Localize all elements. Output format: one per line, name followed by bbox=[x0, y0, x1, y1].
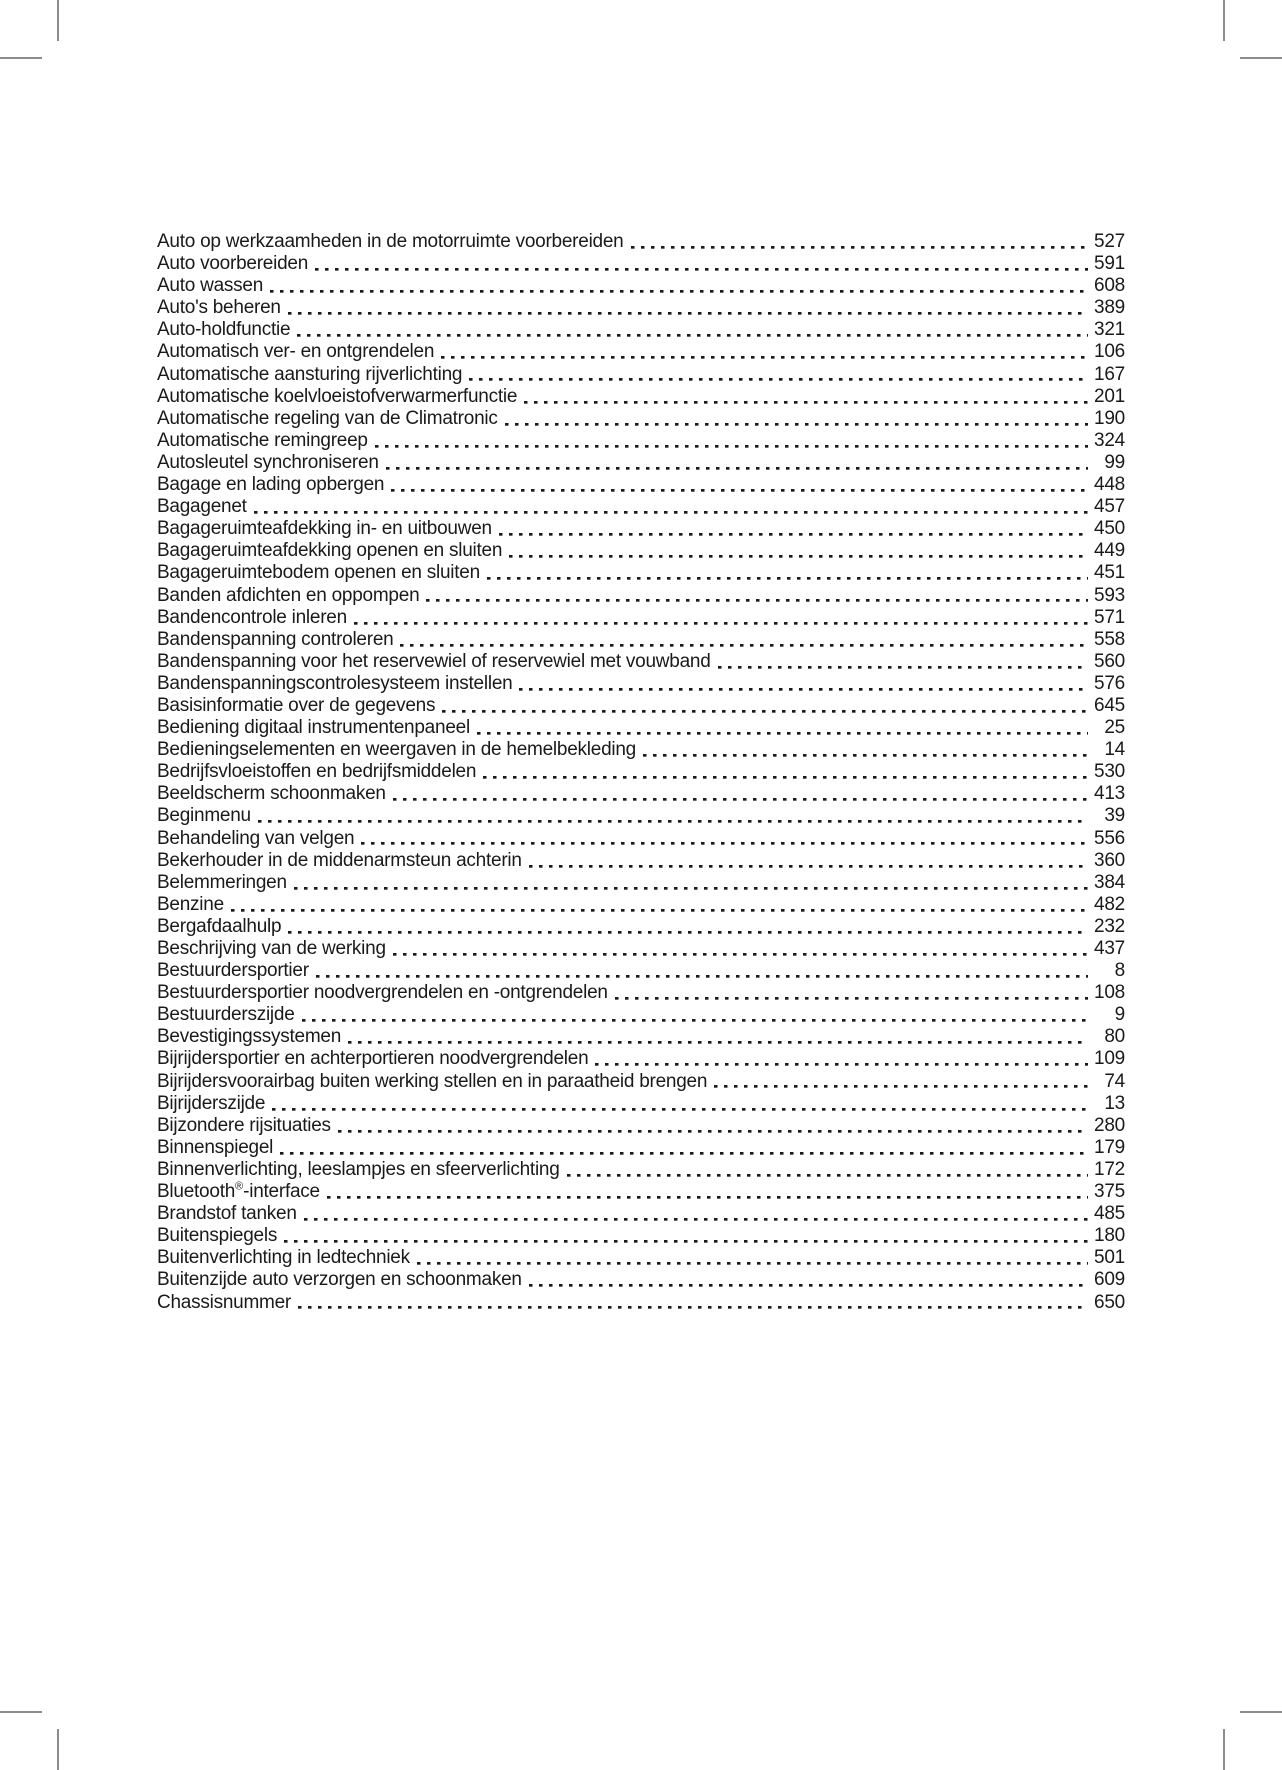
crop-mark-bottom-right-vertical bbox=[1223, 1729, 1225, 1770]
index-entry bbox=[157, 1247, 1125, 1269]
entry-page-number: 558 bbox=[1094, 628, 1125, 650]
dot-leader bbox=[595, 1048, 1088, 1070]
index-entry bbox=[157, 518, 1125, 540]
index-entry bbox=[157, 1093, 1125, 1115]
entry-page-number: 167 bbox=[1094, 363, 1125, 385]
index-entry bbox=[157, 1203, 1125, 1225]
entry-title: Bedrijfsvloeistoffen en bedrijfsmiddelen bbox=[157, 761, 477, 783]
entry-title: Belemmeringen bbox=[157, 871, 287, 893]
dot-leader bbox=[270, 275, 1088, 297]
index-entry bbox=[157, 386, 1125, 408]
entry-page-number: 437 bbox=[1094, 938, 1125, 959]
entry-title: Chassisnummer bbox=[157, 1291, 292, 1313]
entry-title: Bestuurdersportier noodvergrendelen en -ontgrendelen bbox=[157, 982, 608, 1004]
crop-mark-top-right-vertical bbox=[1223, 0, 1225, 41]
entry-page-number: 232 bbox=[1094, 915, 1125, 937]
entry-page-number: 80 bbox=[1104, 1026, 1125, 1048]
index-entry bbox=[157, 761, 1125, 783]
entry-title: Benzine bbox=[157, 893, 224, 915]
entry-title: Bagagenet bbox=[157, 496, 247, 518]
entry-title: Bijrijderszijde bbox=[157, 1092, 266, 1114]
entry-page-number: 556 bbox=[1094, 827, 1125, 849]
dot-leader bbox=[505, 408, 1088, 430]
entry-page-number: 449 bbox=[1094, 540, 1125, 562]
index-entry bbox=[157, 1071, 1125, 1093]
index-entry bbox=[157, 341, 1125, 363]
entry-title: Buitenverlichting in ledtechniek bbox=[157, 1247, 410, 1269]
entry-title: Bestuurdersportier bbox=[157, 960, 309, 982]
entry-title: Bandencontrole inleren bbox=[157, 606, 347, 628]
index-entry bbox=[157, 695, 1125, 717]
index-entry bbox=[157, 1026, 1125, 1048]
entry-page-number: 457 bbox=[1094, 496, 1125, 518]
index-entry bbox=[157, 1048, 1125, 1070]
index-entry bbox=[157, 1004, 1125, 1026]
entry-title: Auto wassen bbox=[157, 275, 264, 297]
crop-mark-top-left-horizontal bbox=[0, 57, 42, 59]
entry-page-number: 576 bbox=[1094, 672, 1125, 694]
entry-title: Beschrijving van de werking bbox=[157, 938, 386, 959]
dot-leader bbox=[615, 982, 1088, 1004]
index-entry bbox=[157, 629, 1125, 651]
dot-leader bbox=[529, 850, 1088, 872]
dot-leader bbox=[643, 739, 1088, 761]
dot-leader bbox=[297, 319, 1088, 341]
index-entry bbox=[157, 872, 1125, 894]
entry-title: Buitenspiegels bbox=[157, 1225, 278, 1247]
index-entry bbox=[157, 231, 1125, 253]
index-entry bbox=[157, 651, 1125, 673]
entry-title: Binnenverlichting, leeslampjes en sfeerverlichting bbox=[157, 1158, 560, 1180]
entry-page-number: 360 bbox=[1094, 849, 1125, 871]
entry-title: Autosleutel synchroniseren bbox=[157, 451, 379, 473]
entry-page-number: 650 bbox=[1094, 1291, 1125, 1313]
dot-leader bbox=[272, 1093, 1088, 1115]
index-entry bbox=[157, 1137, 1125, 1159]
entry-page-number: 280 bbox=[1094, 1114, 1125, 1136]
entry-title: Buitenzijde auto verzorgen en schoonmaken bbox=[157, 1269, 522, 1291]
index-entry bbox=[157, 408, 1125, 430]
entry-page-number: 321 bbox=[1094, 319, 1125, 341]
entry-page-number: 609 bbox=[1094, 1269, 1125, 1291]
dot-leader bbox=[294, 872, 1088, 894]
index-entry bbox=[157, 894, 1125, 916]
entry-title: Auto voorbereiden bbox=[157, 253, 309, 275]
entry-title: Beeldscherm schoonmaken bbox=[157, 783, 386, 805]
dot-leader bbox=[477, 717, 1088, 739]
dot-leader bbox=[441, 341, 1088, 363]
entry-page-number: 530 bbox=[1094, 761, 1125, 783]
entry-page-number: 106 bbox=[1094, 341, 1125, 363]
entry-page-number: 39 bbox=[1104, 805, 1125, 827]
dot-leader bbox=[567, 1159, 1088, 1181]
dot-leader bbox=[469, 364, 1088, 386]
index-entry bbox=[157, 452, 1125, 474]
index-entry bbox=[157, 982, 1125, 1004]
dot-leader bbox=[316, 960, 1088, 982]
index-entry bbox=[157, 916, 1125, 938]
entry-title: Bagageruimteafdekking in- en uitbouwen bbox=[157, 518, 492, 540]
entry-page-number: 501 bbox=[1094, 1247, 1125, 1269]
entry-title: Auto op werkzaamheden in de motorruimte voorbereiden bbox=[157, 231, 624, 252]
index-entry bbox=[157, 496, 1125, 518]
dot-leader bbox=[400, 629, 1088, 651]
entry-page-number: 14 bbox=[1104, 739, 1125, 761]
index-entry bbox=[157, 960, 1125, 982]
entry-page-number: 74 bbox=[1104, 1070, 1125, 1092]
dot-leader bbox=[417, 1247, 1088, 1269]
index-entry bbox=[157, 1159, 1125, 1181]
entry-page-number: 108 bbox=[1094, 982, 1125, 1004]
entry-page-number: 413 bbox=[1094, 783, 1125, 805]
index-entry bbox=[157, 319, 1125, 341]
index-entry bbox=[157, 1269, 1125, 1291]
entry-title: Brandstof tanken bbox=[157, 1203, 297, 1225]
entry-title: Automatische koelvloeistofverwarmerfunctie bbox=[157, 385, 518, 407]
crop-mark-top-right-horizontal bbox=[1240, 57, 1282, 59]
entry-title: Bandenspanning controleren bbox=[157, 628, 394, 650]
entry-title: Beginmenu bbox=[157, 805, 251, 827]
entry-title: Automatische aansturing rijverlichting bbox=[157, 363, 463, 385]
index-entry bbox=[157, 850, 1125, 872]
dot-leader bbox=[354, 607, 1088, 629]
entry-page-number: 450 bbox=[1094, 518, 1125, 540]
dot-leader bbox=[254, 496, 1088, 518]
index-entry bbox=[157, 938, 1125, 960]
entry-title: Bijrijdersportier en achterportieren noodvergrendelen bbox=[157, 1048, 589, 1070]
entry-page-number: 384 bbox=[1094, 871, 1125, 893]
entry-title: Bagageruimtebodem openen en sluiten bbox=[157, 562, 480, 584]
entry-page-number: 571 bbox=[1094, 606, 1125, 628]
entry-page-number: 172 bbox=[1094, 1158, 1125, 1180]
entry-page-number: 8 bbox=[1114, 960, 1125, 982]
index-entry bbox=[157, 297, 1125, 319]
entry-page-number: 451 bbox=[1094, 562, 1125, 584]
dot-leader bbox=[258, 805, 1088, 827]
index-entry bbox=[157, 828, 1125, 850]
dot-leader bbox=[519, 673, 1088, 695]
index-entry bbox=[157, 253, 1125, 275]
entry-page-number: 180 bbox=[1094, 1225, 1125, 1247]
index-entry bbox=[157, 540, 1125, 562]
entry-title: Automatisch ver- en ontgrendelen bbox=[157, 341, 435, 363]
dot-leader bbox=[327, 1181, 1088, 1203]
dot-leader bbox=[483, 761, 1088, 783]
index-entry bbox=[157, 717, 1125, 739]
dot-leader bbox=[231, 894, 1088, 916]
entry-page-number: 591 bbox=[1094, 253, 1125, 275]
entry-title: Bijzondere rijsituaties bbox=[157, 1114, 331, 1136]
entry-page-number: 389 bbox=[1094, 297, 1125, 319]
entry-title: Bediening digitaal instrumentenpaneel bbox=[157, 717, 470, 739]
entry-page-number: 482 bbox=[1094, 893, 1125, 915]
index-entry bbox=[157, 607, 1125, 629]
entry-page-number: 448 bbox=[1094, 474, 1125, 496]
index-entry bbox=[157, 805, 1125, 827]
index-entry bbox=[157, 474, 1125, 496]
dot-leader bbox=[509, 540, 1088, 562]
index-entry bbox=[157, 585, 1125, 607]
entry-title: Behandeling van velgen bbox=[157, 827, 355, 849]
dot-leader bbox=[499, 518, 1088, 540]
entry-title: Bagageruimteafdekking openen en sluiten bbox=[157, 540, 503, 562]
dot-leader bbox=[487, 562, 1088, 584]
dot-leader bbox=[426, 585, 1088, 607]
dot-leader bbox=[375, 430, 1088, 452]
dot-leader bbox=[386, 452, 1088, 474]
entry-page-number: 560 bbox=[1094, 650, 1125, 672]
entry-page-number: 109 bbox=[1094, 1048, 1125, 1070]
index-entry bbox=[157, 1292, 1125, 1314]
dot-leader bbox=[348, 1026, 1088, 1048]
dot-leader bbox=[298, 1292, 1088, 1314]
entry-title: Bluetooth®-interface bbox=[157, 1180, 320, 1203]
entry-title: Bergafdaalhulp bbox=[157, 915, 282, 937]
entry-page-number: 13 bbox=[1104, 1092, 1125, 1114]
entry-page-number: 99 bbox=[1104, 451, 1125, 473]
dot-leader bbox=[631, 231, 1089, 253]
dot-leader bbox=[288, 297, 1088, 319]
entry-title: Bevestigingssystemen bbox=[157, 1026, 342, 1048]
entry-title: Auto's beheren bbox=[157, 297, 281, 319]
dot-leader bbox=[302, 1004, 1088, 1026]
dot-leader bbox=[288, 916, 1088, 938]
index-entry bbox=[157, 430, 1125, 452]
entry-title: Automatische regeling van de Climatronic bbox=[157, 407, 498, 429]
entry-page-number: 25 bbox=[1104, 717, 1125, 739]
entry-page-number: 593 bbox=[1094, 584, 1125, 606]
dot-leader bbox=[524, 386, 1088, 408]
entry-page-number: 324 bbox=[1094, 429, 1125, 451]
entry-page-number: 608 bbox=[1094, 275, 1125, 297]
index-entry bbox=[157, 562, 1125, 584]
dot-leader bbox=[714, 1071, 1088, 1093]
dot-leader bbox=[315, 253, 1088, 275]
index-entry bbox=[157, 1115, 1125, 1137]
entry-title: Binnenspiegel bbox=[157, 1136, 274, 1158]
index-entry bbox=[157, 1225, 1125, 1247]
dot-leader bbox=[391, 474, 1088, 496]
index-list bbox=[157, 231, 1125, 1314]
entry-page-number: 645 bbox=[1094, 694, 1125, 716]
dot-leader bbox=[529, 1269, 1088, 1291]
index-entry bbox=[157, 673, 1125, 695]
entry-title: Bedieningselementen en weergaven in de hemelbekleding bbox=[157, 739, 636, 761]
entry-title: Bestuurderszijde bbox=[157, 1004, 295, 1026]
index-entry bbox=[157, 1181, 1125, 1203]
crop-mark-bottom-left-vertical bbox=[57, 1729, 59, 1770]
entry-page-number: 201 bbox=[1094, 385, 1125, 407]
entry-title: Bekerhouder in de middenarmsteun achterin bbox=[157, 849, 522, 871]
dot-leader bbox=[338, 1115, 1088, 1137]
entry-title: Basisinformatie over de gegevens bbox=[157, 694, 436, 716]
entry-page-number: 375 bbox=[1094, 1181, 1125, 1203]
entry-title: Banden afdichten en oppompen bbox=[157, 584, 420, 606]
index-entry bbox=[157, 739, 1125, 761]
index-entry bbox=[157, 275, 1125, 297]
dot-leader bbox=[442, 695, 1088, 717]
dot-leader bbox=[361, 828, 1088, 850]
entry-title: Bijrijdersvoorairbag buiten werking stellen en in paraatheid brengen bbox=[157, 1070, 708, 1092]
index-entry bbox=[157, 364, 1125, 386]
dot-leader bbox=[718, 651, 1088, 673]
entry-page-number: 179 bbox=[1094, 1136, 1125, 1158]
entry-title: Automatische remingreep bbox=[157, 429, 368, 451]
entry-title: Bandenspanning voor het reservewiel of reservewiel met vouwband bbox=[157, 650, 711, 672]
entry-title: Bandenspanningscontrolesysteem instellen bbox=[157, 672, 513, 694]
entry-page-number: 190 bbox=[1094, 407, 1125, 429]
dot-leader bbox=[393, 783, 1088, 805]
dot-leader bbox=[280, 1137, 1088, 1159]
entry-title: Bagage en lading opbergen bbox=[157, 474, 385, 496]
dot-leader bbox=[304, 1203, 1088, 1225]
registered-trademark-symbol: ® bbox=[235, 1180, 244, 1193]
entry-page-number: 527 bbox=[1094, 231, 1125, 252]
entry-page-number: 9 bbox=[1114, 1004, 1125, 1026]
dot-leader bbox=[284, 1225, 1088, 1247]
entry-title: Auto-holdfunctie bbox=[157, 319, 291, 341]
index-entry bbox=[157, 783, 1125, 805]
crop-mark-top-left-vertical bbox=[57, 0, 59, 41]
crop-mark-bottom-left-horizontal bbox=[0, 1711, 42, 1713]
crop-mark-bottom-right-horizontal bbox=[1240, 1711, 1282, 1713]
entry-page-number: 485 bbox=[1094, 1203, 1125, 1225]
dot-leader bbox=[393, 938, 1088, 960]
